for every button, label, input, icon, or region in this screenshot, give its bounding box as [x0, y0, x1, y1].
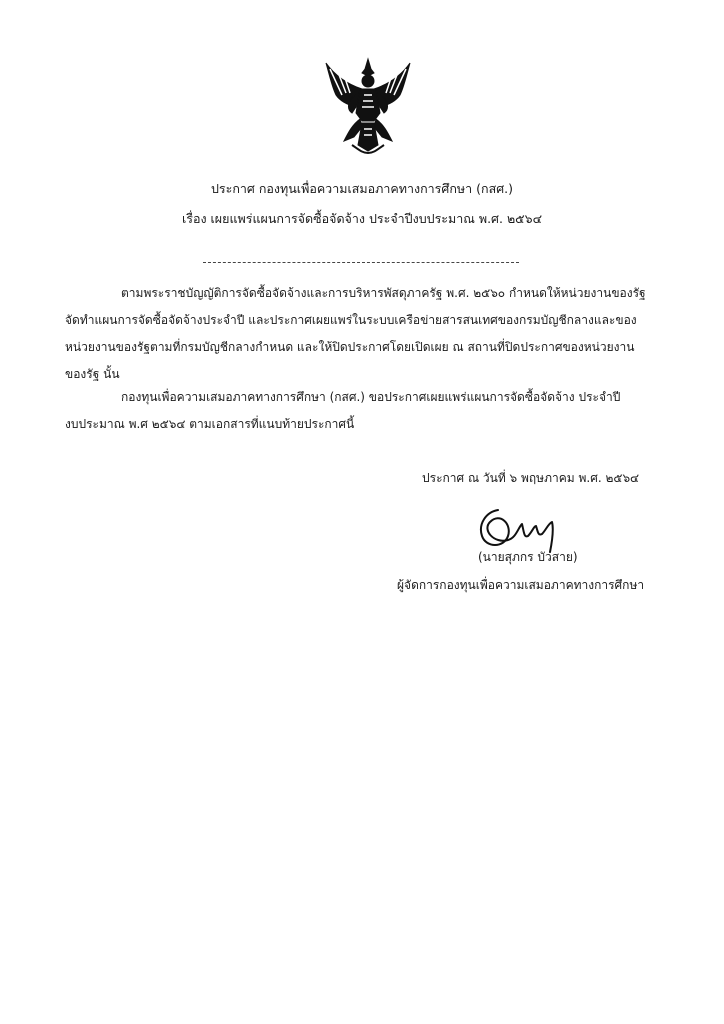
body-paragraph-1: [65, 280, 661, 388]
announcement-title: ประกาศ กองทุนเพื่อความเสมอภาคทางการศึกษา (กสศ.): [210, 181, 513, 196]
announcement-date: ประกาศ ณ วันที่ ๖ พฤษภาคม พ.ศ. ๒๕๖๔: [422, 471, 640, 485]
signatory-name: (นายสุภกร บัวสาย): [478, 550, 578, 564]
garuda-emblem-icon: [322, 55, 414, 155]
paragraph-line: กองทุนเพื่อความเสมอภาคทางการศึกษา (กสศ.) ขอประกาศเผยแพร่แผนการจัดซื้อจัดจ้าง ประจำปี: [121, 390, 621, 404]
announcement-subject: เรื่อง เผยแพร่แผนการจัดซื้อจัดจ้าง ประจำปีงบประมาณ พ.ศ. ๒๕๖๔: [181, 211, 543, 226]
signatory-position: ผู้จัดการกองทุนเพื่อความเสมอภาคทางการศึกษา: [397, 578, 645, 592]
paragraph-line: งบประมาณ พ.ศ ๒๕๖๔ ตามเอกสารที่แนบท้ายประกาศนี้: [65, 417, 355, 431]
paragraph-line: ตามพระราชบัญญัติการจัดซื้อจัดจ้างและการบริหารพัสดุภาครัฐ พ.ศ. ๒๕๖๐ กำหนดให้หน่วยงานของรัฐ: [121, 286, 646, 300]
dashed-divider: [203, 262, 519, 263]
paragraph-line: ของรัฐ นั้น: [65, 367, 120, 381]
paragraph-line: หน่วยงานของรัฐตามที่กรมบัญชีกลางกำหนด และให้ปิดประกาศโดยเปิดเผย ณ สถานที่ปิดประกาศของหน่วยงาน: [65, 340, 635, 354]
body-paragraph-2: [65, 384, 661, 438]
paragraph-line: จัดทำแผนการจัดซื้อจัดจ้างประจำปี และประกาศเผยแพร่ในระบบเครือข่ายสารสนเทศของกรมบัญชีกลางและของ: [65, 313, 637, 327]
